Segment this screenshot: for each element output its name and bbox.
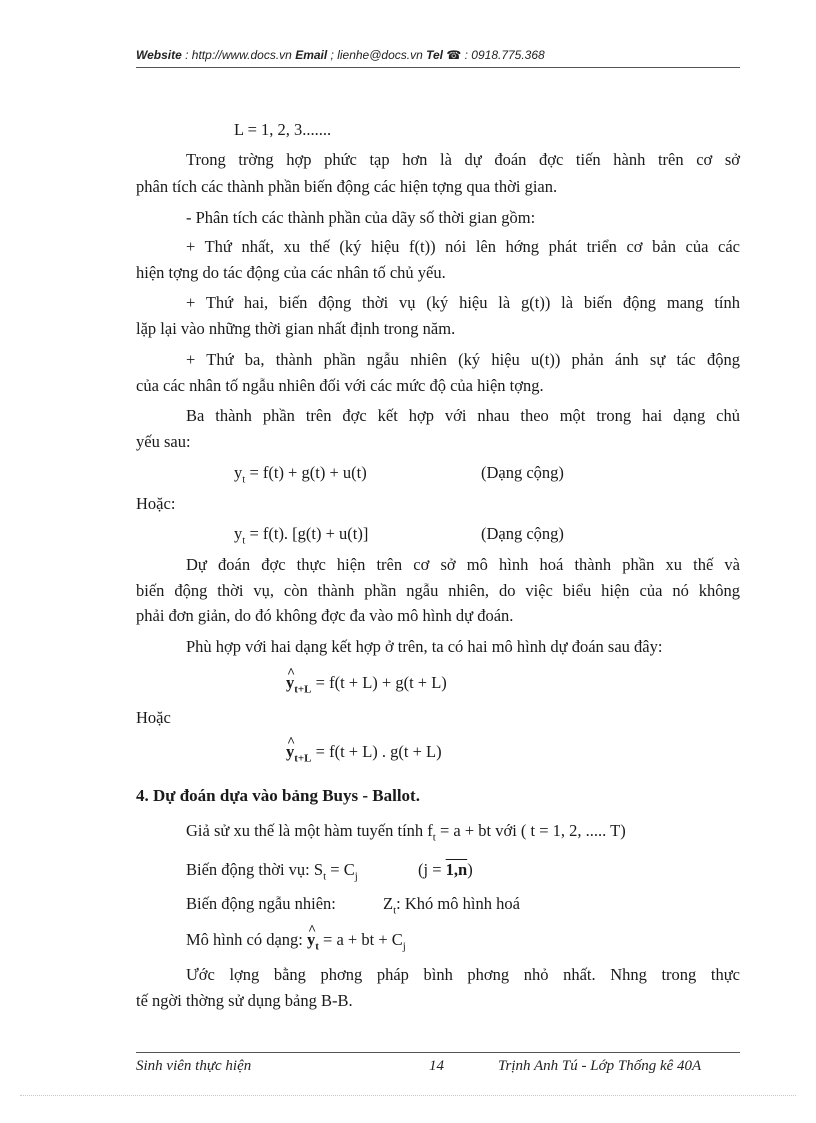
paragraph-line: yếu sau: <box>136 432 191 451</box>
footer-divider <box>136 1052 740 1053</box>
paragraph-line: Trong trờng hợp phức tạp hơn là dự đoán đợc tiến hành trên cơ sở <box>186 150 740 169</box>
formula-label: (Dạng cộng) <box>481 463 564 482</box>
paragraph-line: Dự đoán đợc thực hiện trên cơ sở mô hình hoá thành phần xu thế và <box>186 555 740 574</box>
paragraph-line: biến động thời vụ, còn thành phần ngẫu nhiên, do việc biểu hiện của nó không <box>136 581 740 600</box>
paragraph-line: + Thứ ba, thành phần ngẫu nhiên (ký hiệu u(t)) phản ánh sự tác động <box>186 350 740 369</box>
forecast-model-additive: ^ $y_{t+L} = f(t + L) + g(t + L)$ <box>286 673 447 699</box>
or-text: Hoặc: <box>136 494 176 513</box>
random-label: Biến động ngẫu nhiên: <box>186 894 336 913</box>
footer-author-class: Trịnh Anh Tú - Lớp Thống kê 40A <box>498 1058 702 1074</box>
section-heading: 4. Dự đoán dựa vào bảng Buys - Ballot. <box>136 786 420 805</box>
forecast-model-multiplicative: ^ $y_{t+L} = f(t + L)$ . g(t + L) <box>286 742 442 768</box>
paragraph-line: hiện tợng do tác động của các nhân tố chủ yếu. <box>136 263 446 282</box>
paragraph-line: + Thứ hai, biến động thời vụ (ký hiệu là g(t)) là biến động mang tính <box>186 293 740 312</box>
paragraph-line: Ba thành phần trên đợc kết hợp với nhau theo một trong hai dạng chủ <box>186 406 740 425</box>
tel-label: Tel <box>426 48 444 62</box>
seasonal-index-range: (j = 1,n) <box>418 860 473 879</box>
page-bottom-edge <box>20 1095 796 1096</box>
paragraph-line: tế ngời thờng sử dụng bảng B-B. <box>136 991 353 1010</box>
seasonal-definition: Biến động thời vụ: $S_t = C_j$ <box>186 860 358 883</box>
formula-label: (Dạng cộng) <box>481 524 564 543</box>
paragraph-line: phải đơn giản, do đó không đợc đa vào mô hình dự đoán. <box>136 606 514 625</box>
page-header <box>136 48 740 62</box>
trend-assumption: Giả sử xu thế là một hàm tuyến tính $f_t = a$ + bt với ( t = 1, 2, ..... T) <box>186 821 626 844</box>
paragraph-line: Phù hợp với hai dạng kết hợp ở trên, ta có hai mô hình dự đoán sau đây: <box>186 637 663 656</box>
random-definition: $Z_t$: Khó mô hình hoá <box>383 894 520 917</box>
paragraph-line: Ước lợng bằng phơng pháp bình phơng nhỏ nhất. Nhng trong thực <box>186 965 740 984</box>
paragraph-line: - Phân tích các thành phần của dãy số thời gian gồm: <box>186 208 536 227</box>
formula-multiplicative: $y_t = f(t)$. [g(t) + u(t)] <box>234 524 369 547</box>
l-values-line: L = 1, 2, 3....... <box>234 120 332 139</box>
header-divider <box>136 67 740 68</box>
paragraph-line: lặp lại vào những thời gian nhất định trong năm. <box>136 319 456 338</box>
phone-number: ☎ : 0918.775.368 <box>443 48 545 62</box>
model-form: Mô hình có dạng: ^ $y_t = a$ + bt + $C_j$ <box>186 930 406 956</box>
formula-additive: $y_t = f(t) + g(t) + u(t)$ <box>234 463 367 486</box>
paragraph-line: của các nhân tố ngẫu nhiên đối với các mức độ của hiện tợng. <box>136 376 544 395</box>
email-label: Email <box>295 48 328 62</box>
paragraph-line: phân tích các thành phần biến động các hiện tợng qua thời gian. <box>136 177 558 196</box>
footer-author-label: Sinh viên thực hiện <box>136 1058 252 1074</box>
email-address: ; lienhe@docs.vn <box>327 48 427 62</box>
website-url: : http://www.docs.vn <box>181 48 296 62</box>
paragraph-line: + Thứ nhất, xu thế (ký hiệu f(t)) nói lên hớng phát triển cơ bản của các <box>186 237 740 256</box>
website-label: Website <box>136 48 182 62</box>
or-text: Hoặc <box>136 708 171 727</box>
page-number: 14 <box>429 1058 444 1074</box>
